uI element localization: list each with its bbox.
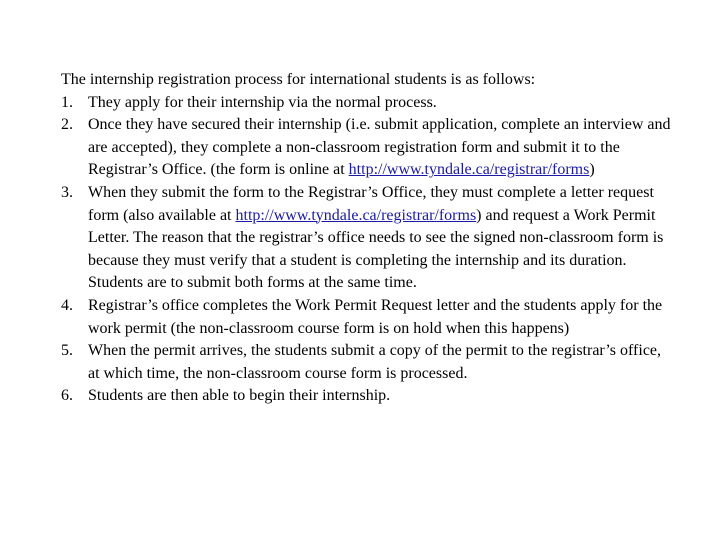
step-text: Students are then able to begin their internship. [88, 387, 391, 405]
list-item [61, 385, 671, 408]
step-number: 3. [61, 183, 73, 201]
step-text: They apply for their internship via the normal process. [88, 93, 437, 111]
intro-text: The internship registration process for international students is as follows: [61, 71, 536, 88]
list-item [61, 92, 671, 115]
list-item [61, 295, 671, 340]
step-text-end: ) [589, 161, 595, 179]
step-number: 2. [61, 116, 73, 134]
list-item [61, 340, 671, 385]
list-item [61, 182, 671, 295]
step-number: 5. [61, 342, 73, 360]
registrar-forms-link[interactable]: http://www.tyndale.ca/registrar/forms [348, 161, 590, 179]
step-text-end: ) and request a Work Permit Letter. The reason that the registrar’s office needs to see the signed non-classroom form is because they must verify that a student is completing the internship and its duration. Students are to submit both forms at the same time. [88, 206, 664, 292]
step-text: Once they have secured their internship (i.e. submit application, complete an interview and are accepted), they complete a non-classroom registration form and submit it to the Registrar’s Office. (the form is online at [88, 116, 671, 179]
step-number: 1. [61, 93, 73, 111]
step-text: When they submit the form to the Registrar’s Office, they must complete a letter request form (also available at [88, 183, 654, 224]
list-item [61, 114, 671, 182]
step-number: 4. [61, 296, 73, 314]
registrar-forms-link[interactable]: http://www.tyndale.ca/registrar/forms [235, 206, 477, 224]
step-number: 6. [61, 387, 73, 405]
step-text: When the permit arrives, the students submit a copy of the permit to the registrar’s office, at which time, the non-classroom course form is processed. [88, 342, 662, 382]
step-text: Registrar’s office completes the Work Permit Request letter and the students apply for the work permit (the non-classroom course form is on hold when this happens) [88, 296, 663, 337]
steps-list [61, 92, 671, 408]
document-body [61, 69, 671, 408]
